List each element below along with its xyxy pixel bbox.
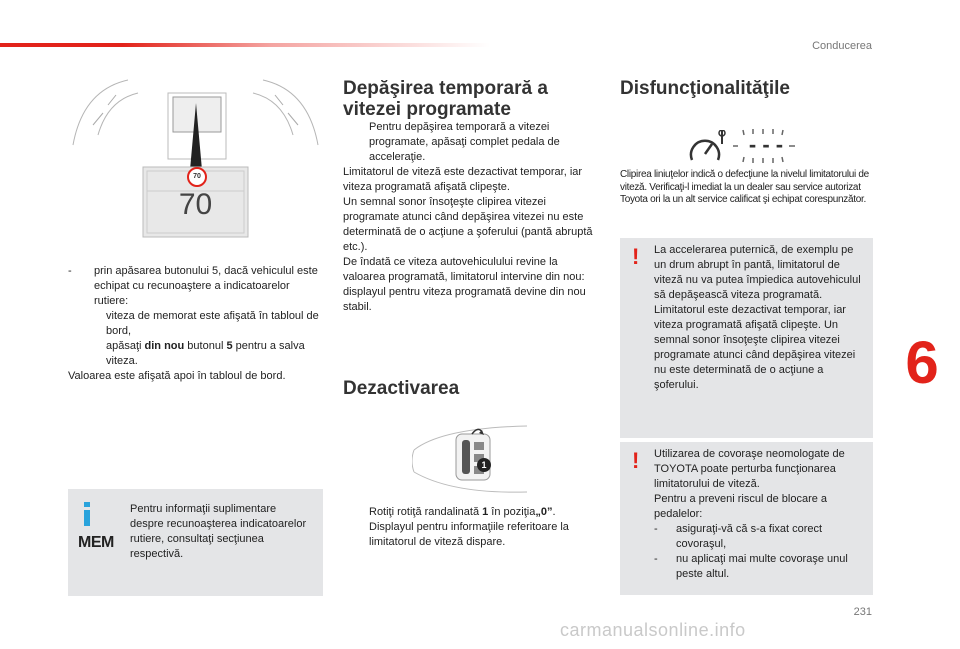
warning-2-item-1-text: asiguraţi-vă că s-a fixat corect covoraşul, [676,523,823,550]
overtake-bullet-text: Pentru depăşirea temporară a vitezei programate, apăsaţi complet pedala de acceleraţie. [369,121,560,163]
callout-number-1: 1 [477,458,491,472]
malfunction-text: Clipirea liniuţelor indică o defecţiune la nivelul limitatorului de viteză. Verificaţi-l imediat la un dealer sau service autorizat Toyota ori la un alt service calificat şi echipat corespunzător. [620,169,869,205]
sub-item-2-text-mid: butonul [184,340,227,352]
overtake-heading [343,78,603,120]
deactivation-heading: Dezactivarea [343,378,460,399]
warning-1-text: La accelerarea puternică, de exemplu pe un drum abrupt în pantă, limitatorul de viteză nu va putea împiedica autovehiculul să depăşească viteza programată. Limitatorul este dezactivat temporar, iar viteza programată afişată clipeşte. Un semnal sonor însoţeşte clipirea vitezei programate atunci când depăşirea vitezei nu este determinată de o acţiune a şoferului. [654,244,861,391]
overtake-para-2: Un semnal sonor însoţeşte clipirea vitezei programate atunci când depăşirea vitezei nu este determinată de o acţiune a şoferului (pantă abruptă etc.). [343,196,593,253]
speed-limit-sign-value: 70 [193,173,201,180]
page-number: 231 [853,606,872,618]
sub-item-2 [68,339,324,369]
step-dash: - [68,265,72,277]
watermark: carmanualsonline.info [560,620,746,640]
deactivation-wheel-number: 1 [482,506,489,518]
overtake-bullet [343,120,598,165]
deactivation-text [343,505,598,550]
conclusion-text: Valoarea este afişată apoi în tabloul de bord. [68,370,286,382]
warning-2-line-2: Pentru a preveni riscul de blocare a pedalelor: [654,493,828,520]
left-column-text [68,264,324,384]
overtake-heading-line2: vitezei programate [343,99,511,120]
chapter-number: 6 [905,329,939,396]
overtake-para-3: De îndată ce viteza autovehiculului revine la valoarea programată, limitatorul intervine din nou: displayul pentru viteza programată devine din nou stabil. [343,256,586,313]
steering-wheel-drawing [412,420,530,498]
warning-2-item-2-dash: - [654,553,658,565]
deactivation-bullet [343,505,598,550]
overtake-para-1: Limitatorul de viteză este dezactivat temporar, iar viteza programată afişată clipeşte. [343,166,583,193]
info-icon [81,502,93,526]
sub-item-2-text-pre: apăsaţi [106,340,145,352]
malfunction-heading: Disfuncţionalităţile [620,78,790,99]
dashes-display: - - - [748,132,784,157]
deactivation-position: „0” [535,506,553,518]
warning-box-2 [620,442,873,595]
step-item [68,264,324,309]
speed-display-illustration [68,75,323,245]
sub-item-2-text-bold: din nou [144,340,185,352]
sub-item-1 [68,309,324,339]
warning-2-item-2-text: nu aplicaţi mai multe covoraşe unul peste altul. [676,553,848,580]
warning-2-item-1-dash: - [654,523,658,535]
speed-limit-sign [187,167,207,187]
header-accent-bar [0,43,490,47]
deactivation-text-mid: în poziţia [488,506,536,518]
warning-2-item-2 [654,552,868,582]
warning-box-1 [620,238,873,438]
sub-item-2-text-post: pentru a salva viteza. [106,340,305,367]
warning-2-text [654,447,868,582]
warning-icon: ! [632,448,640,473]
section-title: Conducerea [812,40,872,52]
sub-item-1-text: viteza de memorat este afişată în tabloul de bord, [106,310,319,337]
steering-wheel-illustration [412,420,530,498]
overtake-text [343,120,598,315]
info-box-text: Pentru informaţii suplimentare despre recunoaşterea indicatoarelor rutiere, consultaţi secţiunea respectivă. [130,503,307,560]
mem-icon: MEM [78,534,114,551]
warning-2-line-1: Utilizarea de covoraşe neomologate de TOYOTA poate perturba funcţionarea limitatorului de viteză. [654,448,845,490]
step-text: prin apăsarea butonului 5, dacă vehiculul este echipat cu recunoaştere a indicatoarelor rutiere: [94,265,318,307]
sub-item-2-button-number: 5 [226,340,233,352]
overtake-heading-line1: Depăşirea temporară a [343,78,548,99]
speedometer-warning-icon [688,130,728,166]
malfunction-indicator-illustration [688,124,798,168]
deactivation-text-pre: Rotiţi rotiţă randalinată [369,506,483,518]
warning-icon: ! [632,244,640,269]
info-box [68,489,323,596]
deactivation-text-post: . Displayul pentru informaţiile referitoare la limitatorul de viteză dispare. [369,506,569,548]
warning-2-item-1 [654,522,868,552]
speed-display-value: 70 [178,188,213,221]
